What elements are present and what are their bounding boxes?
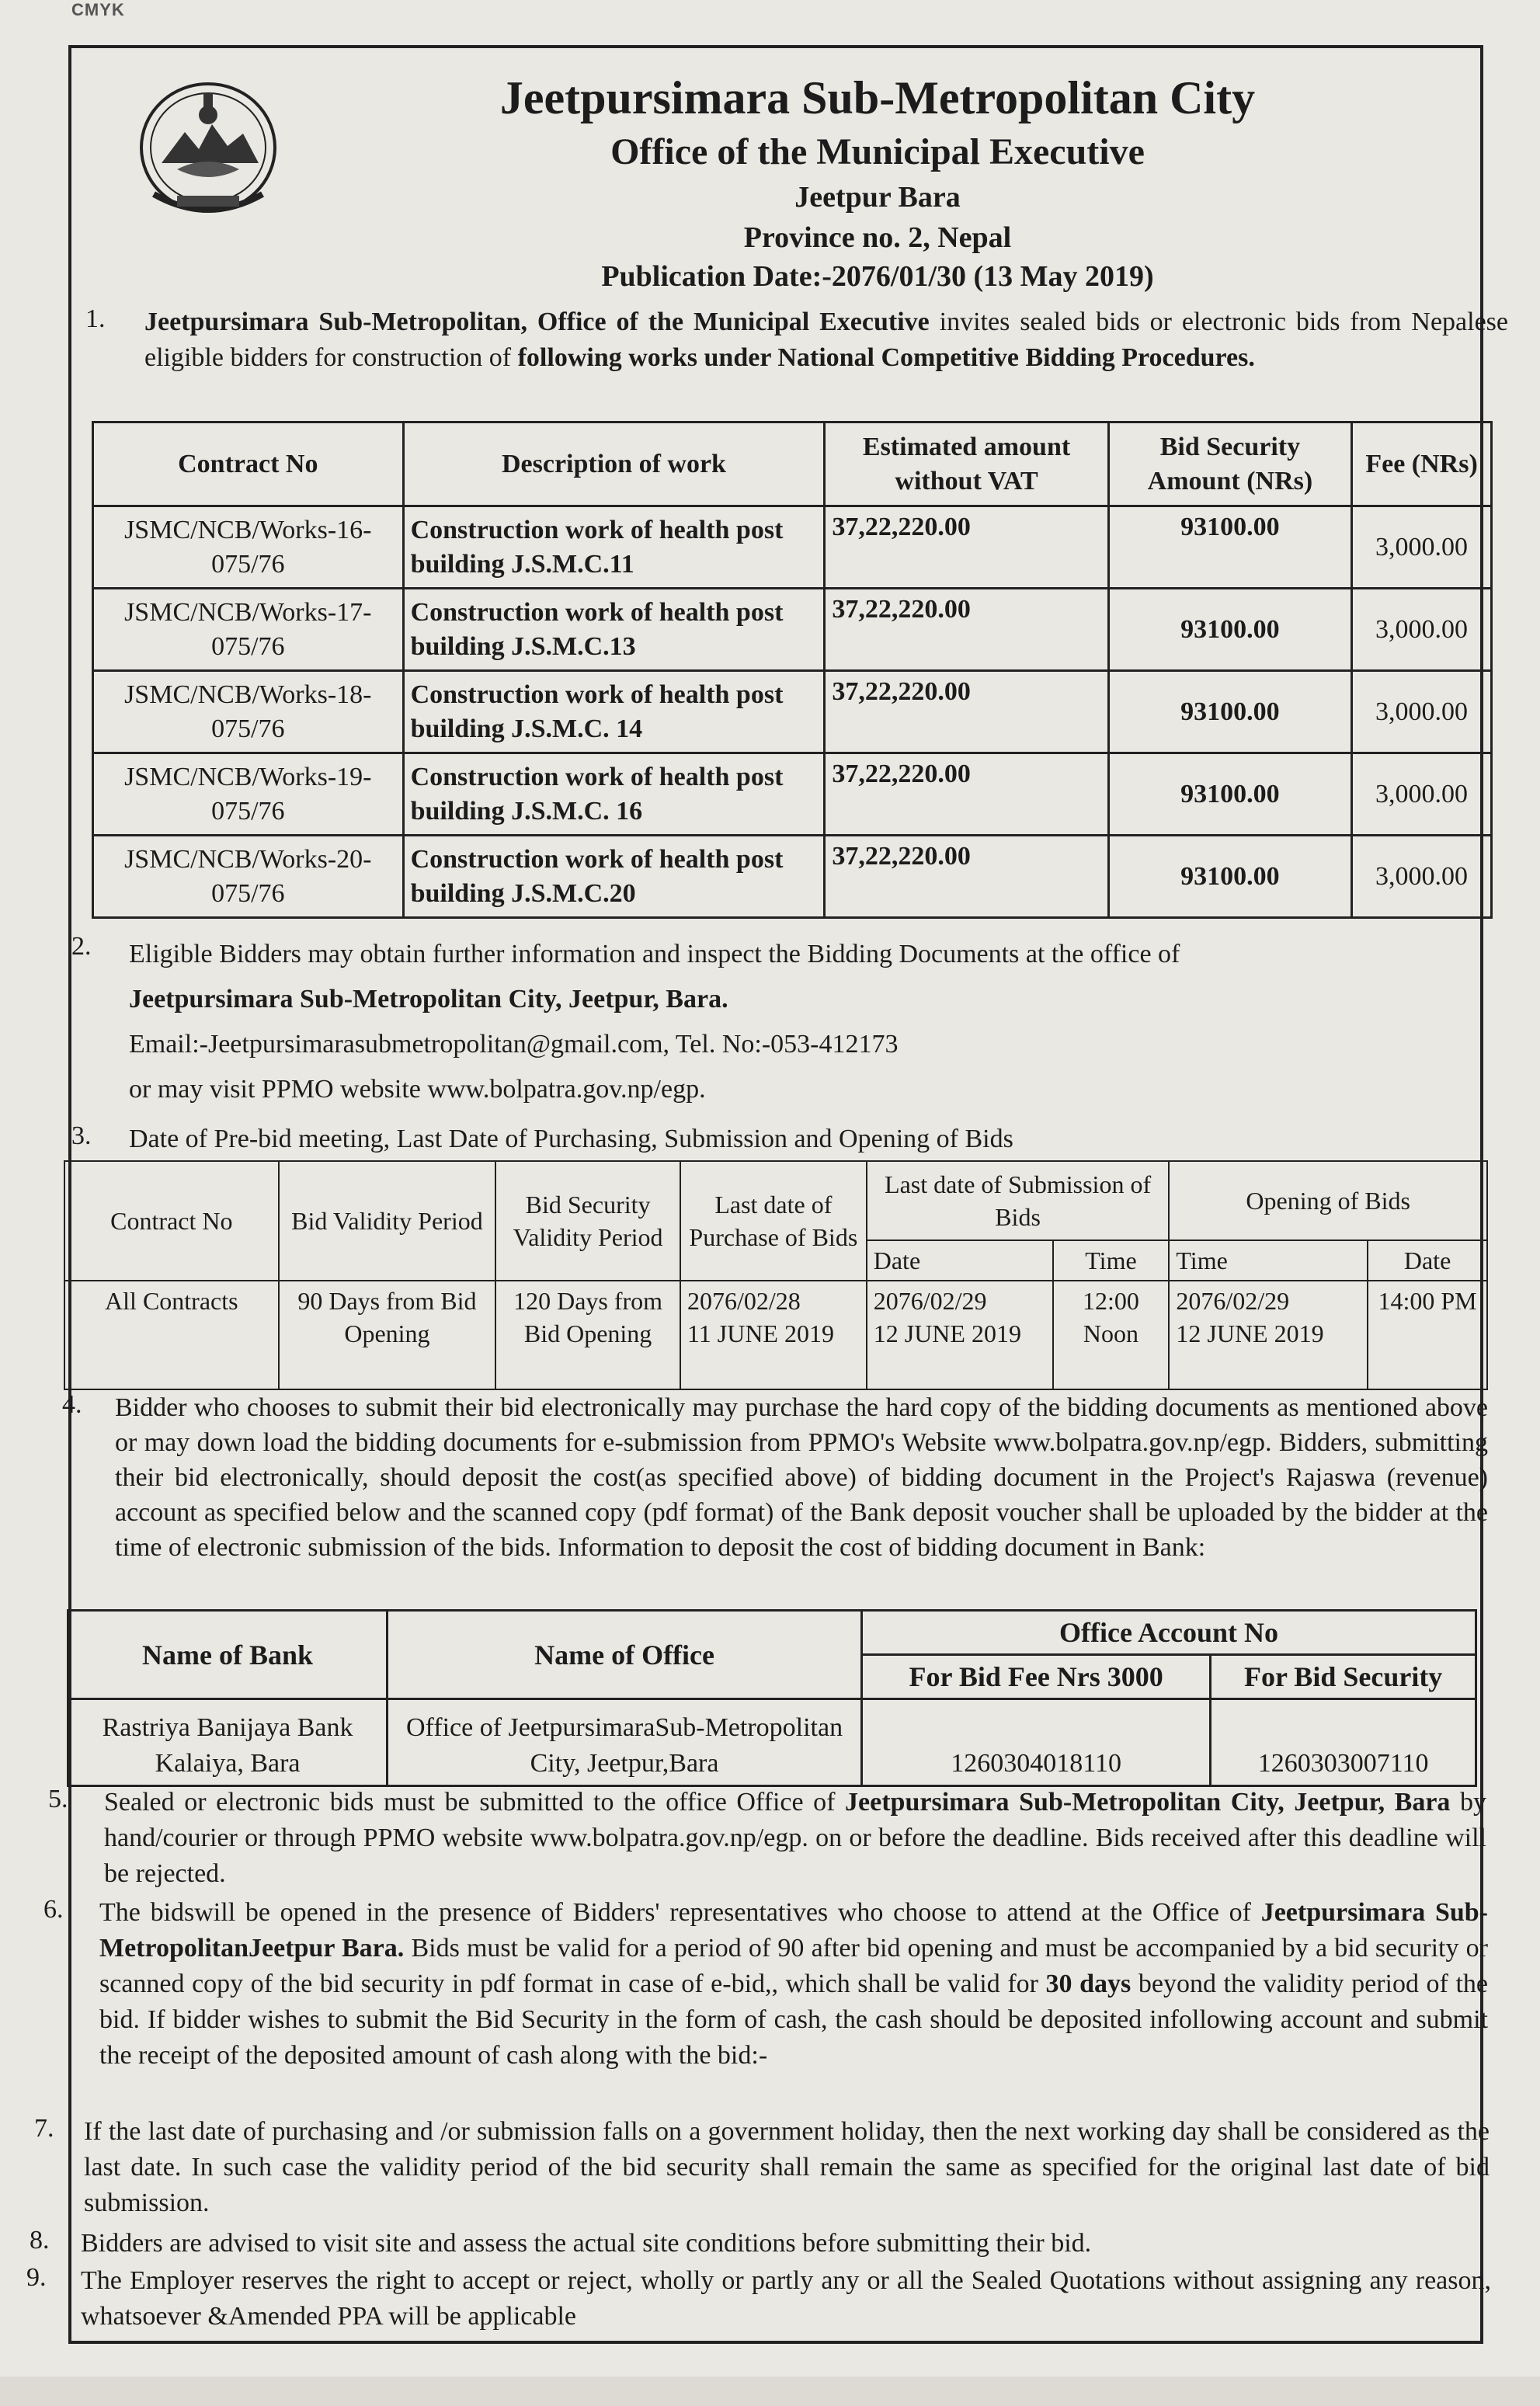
work-description: Construction work of health post building J.S.M.C.20	[403, 836, 825, 918]
column-header: For Bid Security	[1211, 1655, 1476, 1699]
municipal-emblem-icon	[130, 78, 286, 225]
column-header: Last date of Purchase of Bids	[680, 1161, 867, 1281]
page-bottom-edge	[0, 2376, 1540, 2406]
schedule-heading: Date of Pre-bid meeting, Last Date of Purchasing, Submission and Opening of Bids	[129, 1125, 1013, 1153]
bid-security: 93100.00	[1108, 589, 1351, 671]
estimated-amount: 37,22,220.00	[825, 836, 1108, 918]
column-header: Description of work	[403, 422, 825, 506]
bid-opening-paragraph	[99, 1895, 1488, 2074]
table-row	[93, 506, 1492, 589]
table-row	[68, 1699, 1476, 1786]
submission-date	[867, 1281, 1053, 1389]
information-paragraph	[129, 932, 1480, 1112]
contact-line: Email:-Jeetpursimarasubmetropolitan@gmail.com, Tel. No:-053-412173	[129, 1030, 899, 1059]
bid-security: 93100.00	[1108, 753, 1351, 836]
website-line: or may visit PPMO website www.bolpatra.gov.np/egp.	[129, 1075, 706, 1104]
office-name: Jeetpursimara Sub-Metropolitan City, Jeetpur, Bara	[845, 1788, 1451, 1817]
contract-no: JSMC/NCB/Works-16-075/76	[93, 506, 404, 589]
invitation-paragraph	[144, 304, 1508, 376]
column-header: Name of Bank	[68, 1611, 388, 1699]
opening-time	[1169, 1281, 1368, 1389]
item-number: 3.	[71, 1121, 92, 1150]
purchase-date	[680, 1281, 867, 1389]
work-description: Construction work of health post building J.S.M.C. 16	[403, 753, 825, 836]
column-header: Contract No	[93, 422, 404, 506]
security-account-number: 1260303007110	[1211, 1699, 1476, 1786]
column-header: Office Account No	[862, 1611, 1476, 1655]
column-header: For Bid Fee Nrs 3000	[862, 1655, 1211, 1699]
bid-security: 93100.00	[1108, 671, 1351, 753]
table-row	[93, 589, 1492, 671]
column-header: Bid Validity Period	[279, 1161, 496, 1281]
fee: 3,000.00	[1352, 589, 1492, 671]
bid-validity: 90 Days from Bid Opening	[279, 1281, 496, 1389]
publication-date: Publication Date:-2076/01/30 (13 May 2019)	[601, 260, 1154, 293]
fee: 3,000.00	[1352, 671, 1492, 753]
province-line: Province no. 2, Nepal	[743, 221, 1012, 254]
issuer-name: Jeetpursimara Sub-Metropolitan, Office of the Municipal Executive	[144, 308, 930, 336]
print-color-mark: CMYK	[71, 0, 125, 19]
item-number: 6.	[43, 1895, 64, 1924]
date-ad: 11 JUNE 2019	[687, 1319, 834, 1347]
fee: 3,000.00	[1352, 506, 1492, 589]
estimated-amount: 37,22,220.00	[825, 506, 1108, 589]
table-row	[93, 753, 1492, 836]
column-header: Date	[867, 1240, 1053, 1281]
column-header: Date	[1368, 1240, 1487, 1281]
office-name: Office of JeetpursimaraSub-Metropolitan City, Jeetpur,Bara	[388, 1699, 862, 1786]
fee-account-number: 1260304018110	[862, 1699, 1211, 1786]
estimated-amount: 37,22,220.00	[825, 671, 1108, 753]
invitation-text: invites sealed bids or electronic bids from Nepalese eligible bidders for construction of	[144, 308, 1508, 372]
work-description: Construction work of health post building J.S.M.C. 14	[403, 671, 825, 753]
item-number: 2.	[71, 932, 92, 961]
office-address: Jeetpursimara Sub-Metropolitan City, Jeetpur, Bara.	[129, 985, 728, 1014]
rights-paragraph: The Employer reserves the right to accept or reject, wholly or partly any or all the Sealed Quotations without assigning any reason, whatsoever &Amended PPA will be applicable	[81, 2266, 1491, 2331]
submission-paragraph	[104, 1785, 1486, 1892]
date-ad: 12 JUNE 2019	[873, 1319, 1021, 1347]
item-number: 7.	[34, 2114, 54, 2143]
column-header: Opening of Bids	[1169, 1161, 1487, 1240]
location-line: Jeetpur Bara	[794, 181, 961, 214]
work-description: Construction work of health post building J.S.M.C.13	[403, 589, 825, 671]
contract-no: JSMC/NCB/Works-20-075/76	[93, 836, 404, 918]
column-header: Last date of Submission of Bids	[867, 1161, 1170, 1240]
bid-security: 93100.00	[1108, 506, 1351, 589]
electronic-bid-paragraph: Bidder who chooses to submit their bid electronically may purchase the hard copy of the bidding documents as mentioned above or may down load the bidding documents for e-submission from PPMO's Website www.bolpatra.gov.np/egp. Bidders, submitting their bid electronically, should deposit the cost(as specified above) of bidding document in the Project's Rajaswa (revenue) account as specified below and the scanned copy (pdf format) of the Bank deposit voucher shall be uploaded by the bidder at the time of electronic submission of the bids. Information to deposit the cost of bidding document in Bank:	[115, 1393, 1488, 1562]
contract-no: JSMC/NCB/Works-18-075/76	[93, 671, 404, 753]
fee: 3,000.00	[1352, 836, 1492, 918]
opening-date: 14:00 PM	[1368, 1281, 1487, 1389]
date-ad: 12 JUNE 2019	[1176, 1319, 1324, 1347]
office-name: Jeetpursimara Sub-MetropolitanJeetpur Bara.	[99, 1898, 1488, 1963]
page-subtitle: Office of the Municipal Executive	[610, 131, 1145, 172]
validity-days: 30 days	[1045, 1970, 1132, 1998]
column-header: Time	[1169, 1240, 1368, 1281]
bid-security: 93100.00	[1108, 836, 1351, 918]
procedure-text: following works under National Competitive Bidding Procedures.	[517, 343, 1255, 372]
date-bs: 2076/02/28	[687, 1287, 801, 1315]
date-bs: 2076/02/29	[873, 1287, 987, 1315]
column-header: Bid Security Validity Period	[495, 1161, 680, 1281]
column-header: Estimated amount without VAT	[825, 422, 1108, 506]
opening-text: Bids must be valid for a period of 90 after bid opening and must be accompanied by a bid security or scanned copy of the bid security in pdf format in case of e-bid,, which shall be valid for	[99, 1934, 1488, 1998]
page-title: Jeetpursimara Sub-Metropolitan City	[499, 72, 1256, 123]
item-number: 4.	[62, 1390, 82, 1419]
table-row	[93, 836, 1492, 918]
item-number: 8.	[30, 2226, 50, 2255]
information-line: Eligible Bidders may obtain further information and inspect the Bidding Documents at the office of	[129, 940, 1180, 968]
opening-text: beyond the validity period of the bid. If bidder wishes to submit the Bid Security in the form of cash, the cash should be deposited infollowing account and submit the receipt of the deposited amount of cash along with the bid:-	[99, 1970, 1488, 2070]
contract-no: JSMC/NCB/Works-19-075/76	[93, 753, 404, 836]
security-validity: 120 Days from Bid Opening	[495, 1281, 680, 1389]
submission-time: 12:00 Noon	[1053, 1281, 1170, 1389]
submission-text: by hand/courier or through PPMO website www.bolpatra.gov.np/egp. on or before the deadline. Bids received after this deadline will be rejected.	[104, 1788, 1486, 1888]
date-bs: 2076/02/29	[1176, 1287, 1290, 1315]
site-visit-paragraph: Bidders are advised to visit site and assess the actual site conditions before submitting their bid.	[81, 2229, 1092, 2258]
schedule-table	[64, 1160, 1488, 1390]
contract-no: All Contracts	[64, 1281, 279, 1389]
item-number: 9.	[26, 2263, 47, 2292]
column-header: Name of Office	[388, 1611, 862, 1699]
fee: 3,000.00	[1352, 753, 1492, 836]
table-row	[93, 671, 1492, 753]
item-number: 5.	[48, 1785, 68, 1813]
column-header: Contract No	[64, 1161, 279, 1281]
works-table	[92, 421, 1493, 919]
bank-name: Rastriya Banijaya Bank Kalaiya, Bara	[68, 1699, 388, 1786]
estimated-amount: 37,22,220.00	[825, 589, 1108, 671]
item-number: 1.	[85, 304, 106, 333]
bank-table	[67, 1609, 1477, 1787]
column-header: Time	[1053, 1240, 1170, 1281]
estimated-amount: 37,22,220.00	[825, 753, 1108, 836]
column-header: Bid Security Amount (NRs)	[1108, 422, 1351, 506]
contract-no: JSMC/NCB/Works-17-075/76	[93, 589, 404, 671]
opening-text: The bidswill be opened in the presence of Bidders' representatives who choose to attend at the Office of	[99, 1898, 1261, 1927]
table-row	[64, 1281, 1487, 1389]
submission-text: Sealed or electronic bids must be submitted to the office Office of	[104, 1788, 846, 1817]
column-header: Fee (NRs)	[1352, 422, 1492, 506]
holiday-paragraph: If the last date of purchasing and /or submission falls on a government holiday, then the next working day shall be considered as the last date. In such case the validity period of the bid security shall remain the same as specified for the original last date of bid submission.	[84, 2117, 1490, 2217]
work-description: Construction work of health post building J.S.M.C.11	[403, 506, 825, 589]
